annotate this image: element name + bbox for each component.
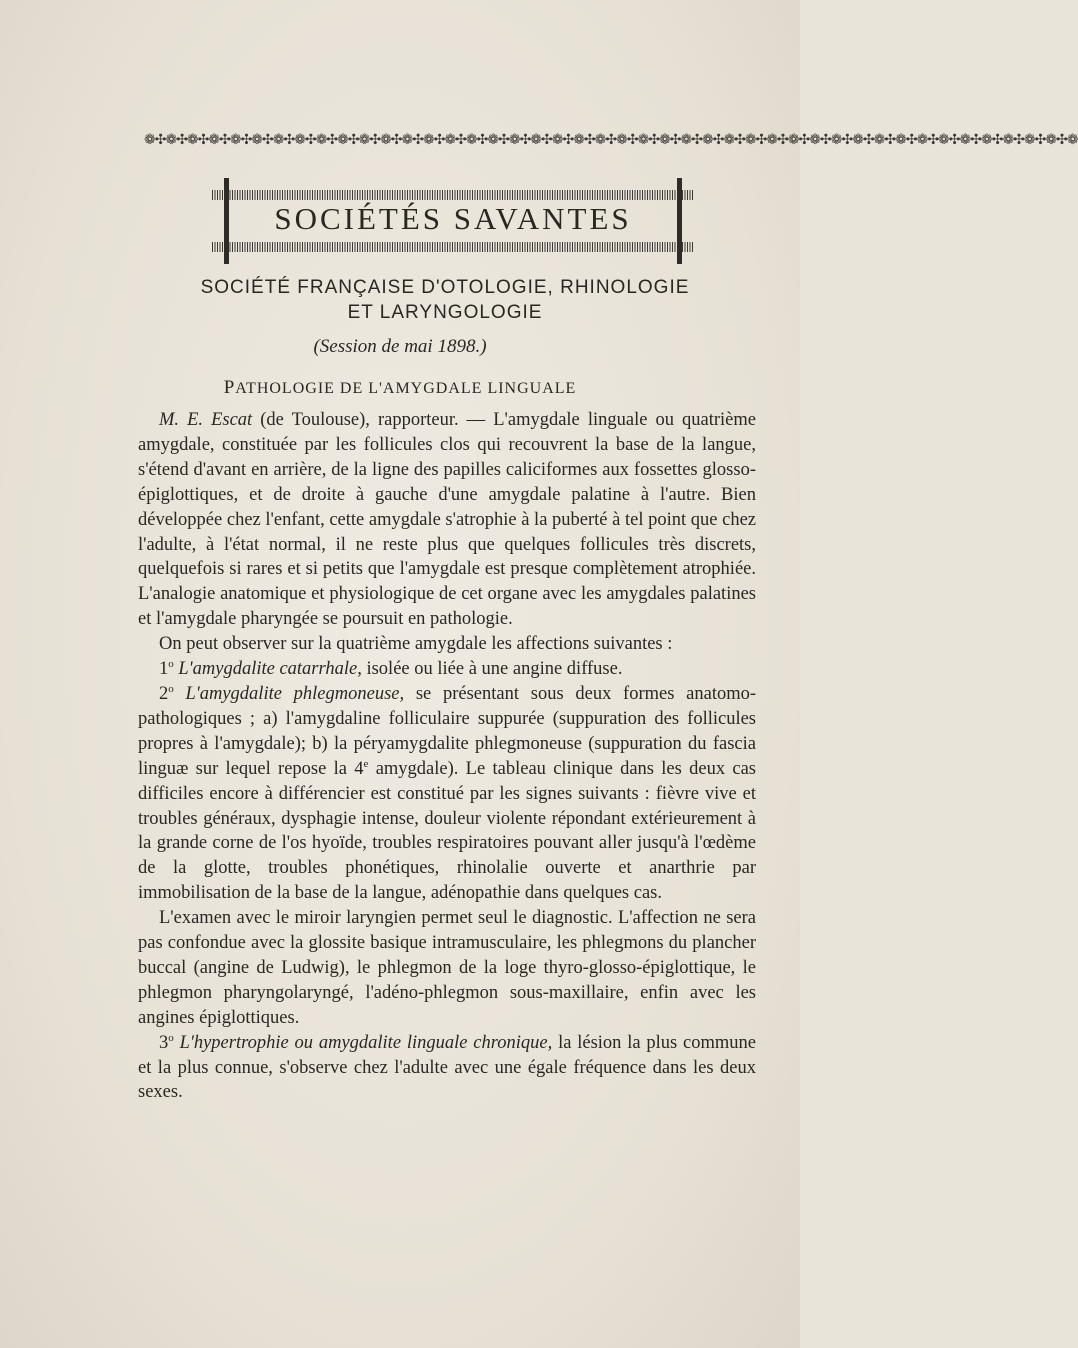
item-number: 2 <box>159 683 169 704</box>
item-title: L'hypertrophie ou amygdalite linguale chronique, <box>179 1032 553 1053</box>
banner-title: SOCIÉTÉS SAVANTES <box>274 201 632 236</box>
paragraph-item-3 <box>138 1031 756 1106</box>
paragraph-intro <box>138 408 756 632</box>
subtitle-rest: ATHOLOGIE DE L'AMYGDALE LINGUALE <box>235 380 577 397</box>
item-number: 1 <box>159 659 169 680</box>
banner-rule-top <box>212 190 694 200</box>
item-number-sup: o <box>168 657 174 670</box>
item-text: se présentant sous deux formes anatomo-pathologiques ; a) l'amygdaline folliculaire suppurée (suppuration des follicules propres à l'amygdale); b) la péryamygdalite phlegmoneuse (suppuration du fascia linguæ sur lequel repose la 4 <box>138 683 757 779</box>
society-name-line2: ET LARYNGOLOGIE <box>347 302 543 323</box>
session-date: (Session de mai 1898.) <box>313 336 487 357</box>
section-banner <box>206 174 700 270</box>
item-number-sup: o <box>168 682 174 695</box>
paragraph-item-2 <box>138 682 756 906</box>
article-subtitle <box>0 377 800 399</box>
decorative-ornament-border: ❁✣❁✣❁✣❁✣❁✣❁✣❁✣❁✣❁✣❁✣❁✣❁✣❁✣❁✣❁✣❁✣❁✣❁✣❁✣❁✣❁✣❁✣❁✣❁✣❁✣❁✣❁✣❁✣❁✣❁✣❁✣❁✣❁✣❁✣❁✣❁✣❁✣❁✣❁✣❁✣❁✣❁✣❁✣❁ <box>144 132 1078 148</box>
ordinal-sup: e <box>363 757 369 770</box>
article-body <box>138 408 756 1105</box>
society-name-line1: SOCIÉTÉ FRANÇAISE D'OTOLOGIE, RHINOLOGIE <box>200 277 690 298</box>
banner-rule-bottom <box>212 242 694 252</box>
item-title: L'amygdalite phlegmoneuse, <box>185 683 405 704</box>
item-text-continued: amygdale). Le tableau clinique dans les deux cas difficiles encore à différencier est constitué par les signes suivants : fièvre vive et troubles généraux, dysphagie intense, douleur violente répondant extérieurement à la grande corne de l'os hyoïde, troubles respiratoires pouvant aller jusqu'à l'œdème de la glotte, troubles phonétiques, rhinolalie ouverte et anarthrie par immobilisation de la base de la langue, adénopathie dans quelques cas. <box>138 758 756 904</box>
item-number-sup: o <box>168 1031 174 1044</box>
paragraph-item-1 <box>138 657 756 682</box>
item-number: 3 <box>159 1032 169 1053</box>
subtitle-initial: P <box>223 377 236 398</box>
paragraph-affections: On peut observer sur la quatrième amygdale les affections suivantes : <box>159 634 673 655</box>
paragraph-diagnostic: L'examen avec le miroir laryngien permet seul le diagnostic. L'affection ne sera pas confondue avec la glossite basique intramusculaire, les phlegmons du plancher buccal (angine de Ludwig), le phlegmon de la loge thyro-glosso-épiglottique, le phlegmon pharyngolaryngé, l'adéno-phlegmon sous-maxillaire, enfin avec les angines épiglottiques. <box>138 908 756 1028</box>
item-text: la lésion la plus commune et la plus connue, s'observe chez l'adulte avec une égale fréquence dans les deux sexes. <box>138 1032 757 1103</box>
paragraph-intro-text: (de Toulouse), rapporteur. — L'amygdale linguale ou quatrième amygdale, constituée par les follicules clos qui recouvrent la base de la langue, s'étend d'avant en arrière, de la ligne des papilles caliciformes aux fossettes glosso-épiglottiques, et de droite à gauche d'une amygdale palatine à l'autre. Bien développée chez l'enfant, cette amygdale s'atrophie à la puberté à tel point que chez l'adulte, à l'état normal, il ne reste plus que quelques follicules très discrets, quelquefois si rares et si petits que l'amygdale est presque complètement atrophiée. L'analogie anatomique et physiologique de cet organe avec les amygdales palatines et l'amygdale pharyngée se poursuit en pathologie. <box>138 410 756 630</box>
author-name: M. E. Escat <box>159 410 253 430</box>
item-title: L'amygdalite catarrhale, <box>178 659 362 680</box>
item-text: isolée ou liée à une angine diffuse. <box>361 659 623 680</box>
